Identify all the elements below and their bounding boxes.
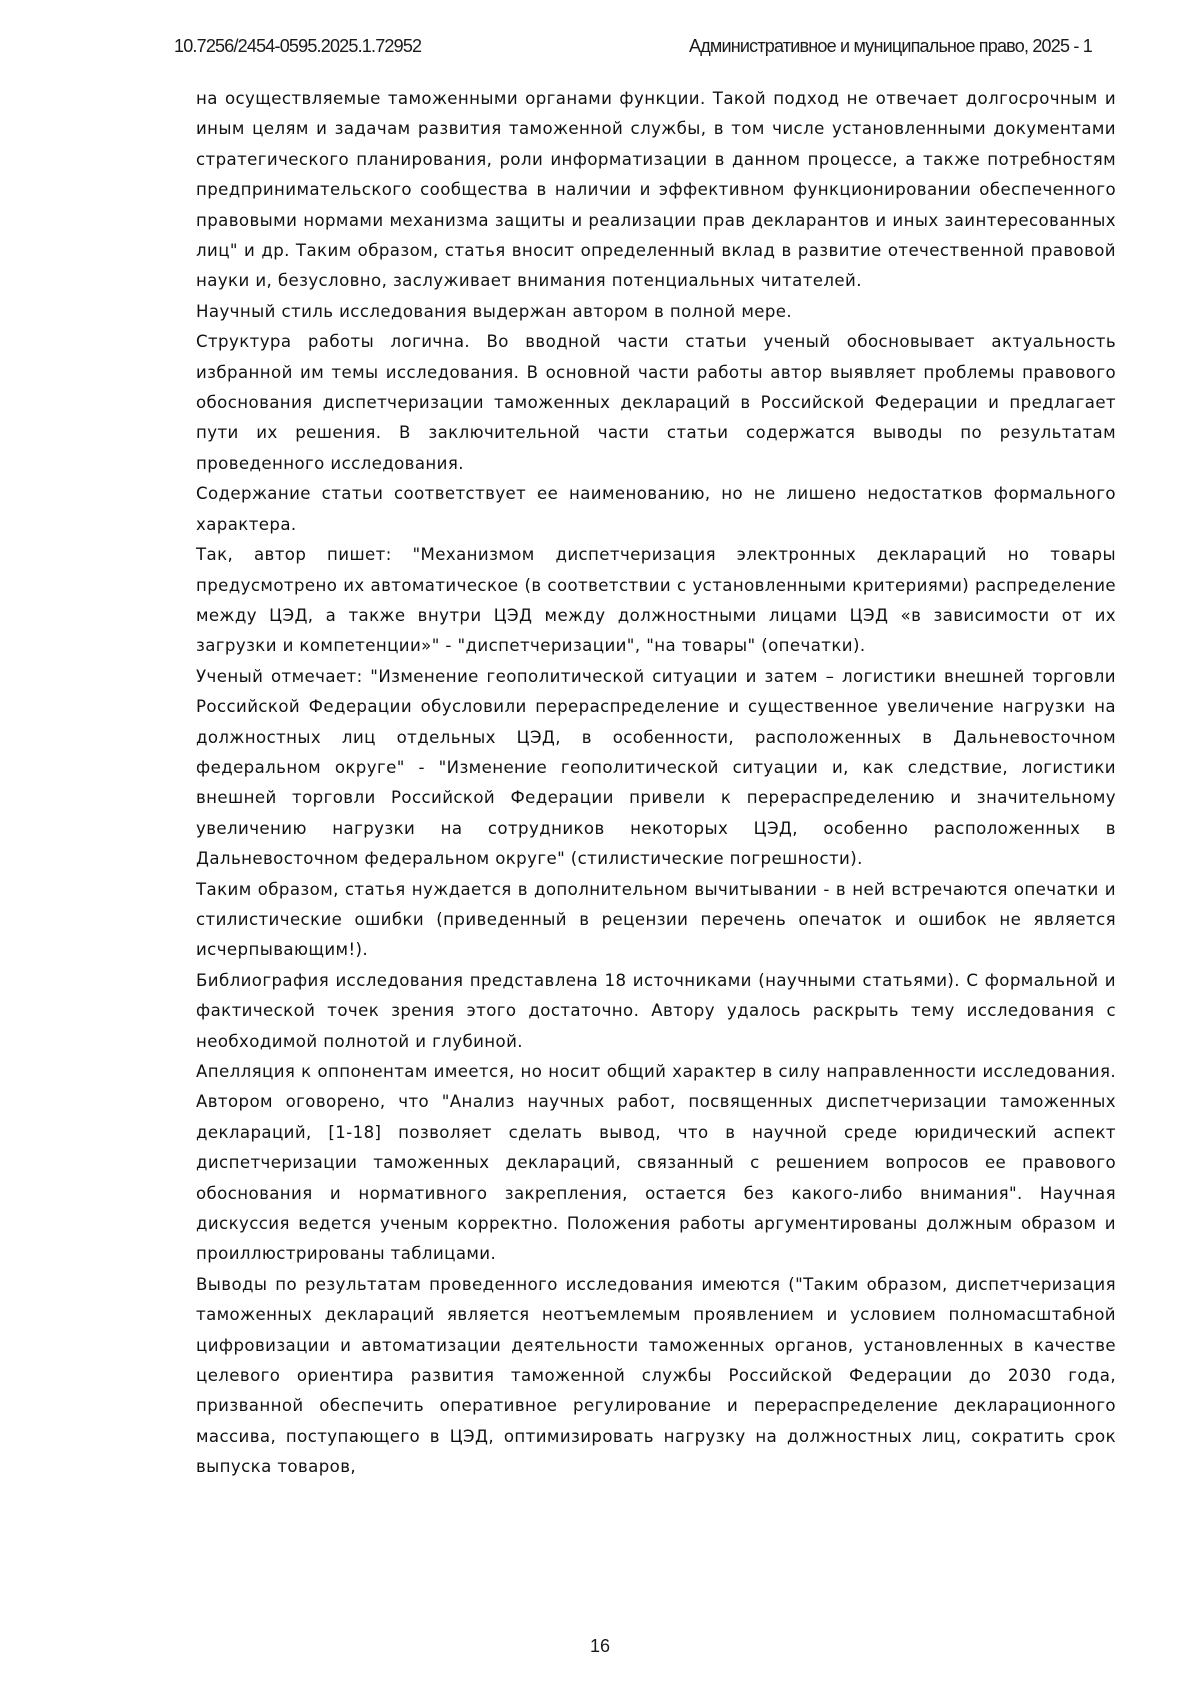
paragraph: Таким образом, статья нуждается в дополнительном вычитывании - в ней встречаются опечатки и стилистические ошибки (приведенный в рецензии перечень опечаток и ошибок не является исчерпывающим!). xyxy=(196,879,1116,960)
paragraph: Так, автор пишет: "Механизмом диспетчеризация электронных деклараций но товары предусмотрено их автоматическое (в соответствии с установленными критериями) распределение между ЦЭД, а также внутри ЦЭД между должностными лицами ЦЭД «в зависимости от их загрузки и компетенции»" - "диспетчеризации", "на товары" (опечатки). xyxy=(196,545,1116,656)
paragraph: Структура работы логична. Во вводной части статьи ученый обосновывает актуальность избранной им темы исследования. В основной части работы автор выявляет проблемы правового обоснования диспетчеризации таможенных деклараций в Российской Федерации и предлагает пути их решения. В заключительной части статьи содержатся выводы по результатам проведенного исследования. xyxy=(196,332,1116,473)
page-header xyxy=(174,36,1092,60)
paragraph: Библиография исследования представлена 18 источниками (научными статьями). С формальной и фактической точек зрения этого достаточно. Автору удалось раскрыть тему исследования с необходимой полнотой и глубиной. xyxy=(196,970,1116,1051)
paragraph: на осуществляемые таможенными органами функции. Такой подход не отвечает долгосрочным и иным целям и задачам развития таможенной службы, в том числе установленными документами стратегического планирования, роли информатизации в данном процессе, а также потребностям предпринимательского сообщества в наличии и эффективном функционировании обеспеченного правовыми нормами механизма защиты и реализации прав декларантов и иных заинтересованных лиц" и др. Таким образом, статья вносит определенный вклад в развитие отечественной правовой науки и, безусловно, заслуживает внимания потенциальных читателей. xyxy=(196,89,1116,291)
paragraph: Ученый отмечает: "Изменение геополитической ситуации и затем – логистики внешней торговли Российской Федерации обусловили перераспределение и существенное увеличение нагрузки на должностных лиц отдельных ЦЭД, в особенности, расположенных в Дальневосточном федеральном округе" - "Изменение геополитической ситуации и, как следствие, логистики внешней торговли Российской Федерации привели к перераспределению и значительному увеличению нагрузки на сотрудников некоторых ЦЭД, особенно расположенных в Дальневосточном федеральном округе" (стилистические погрешности). xyxy=(196,666,1116,869)
paragraph: Апелляция к оппонентам имеется, но носит общий характер в силу направленности исследования. Автором оговорено, что "Анализ научных работ, посвященных диспетчеризации таможенных деклараций, [1-18] позволяет сделать вывод, что в научной среде юридический аспект диспетчеризации таможенных деклараций, связанный с решением вопросов ее правового обоснования и нормативного закрепления, остается без какого-либо внимания". Научная дискуссия ведется ученым корректно. Положения работы аргументированы должным образом и проиллюстрированы таблицами. xyxy=(196,1062,1116,1264)
paragraph: Содержание статьи соответствует ее наименованию, но не лишено недостатков формального характера. xyxy=(196,484,1116,534)
doi-label: 10.7256/2454-0595.2025.1.72952 xyxy=(174,36,422,56)
article-body xyxy=(196,84,1116,1483)
paragraph: Научный стиль исследования выдержан автором в полной мере. xyxy=(196,301,793,321)
page-number: 16 xyxy=(589,1636,611,1656)
journal-title: Административное и муниципальное право, 2025 - 1 xyxy=(688,36,1092,56)
paragraph: Выводы по результатам проведенного исследования имеются ("Таким образом, диспетчеризация таможенных деклараций является неотъемлемым проявлением и условием полномасштабной цифровизации и автоматизации деятельности таможенных органов, установленных в качестве целевого ориентира развития таможенной службы Российской Федерации до 2030 года, призванной обеспечить оперативное регулирование и перераспределение декларационного массива, поступающего в ЦЭД, оптимизировать нагрузку на должностных лиц, сократить срок выпуска товаров, xyxy=(196,1274,1116,1477)
